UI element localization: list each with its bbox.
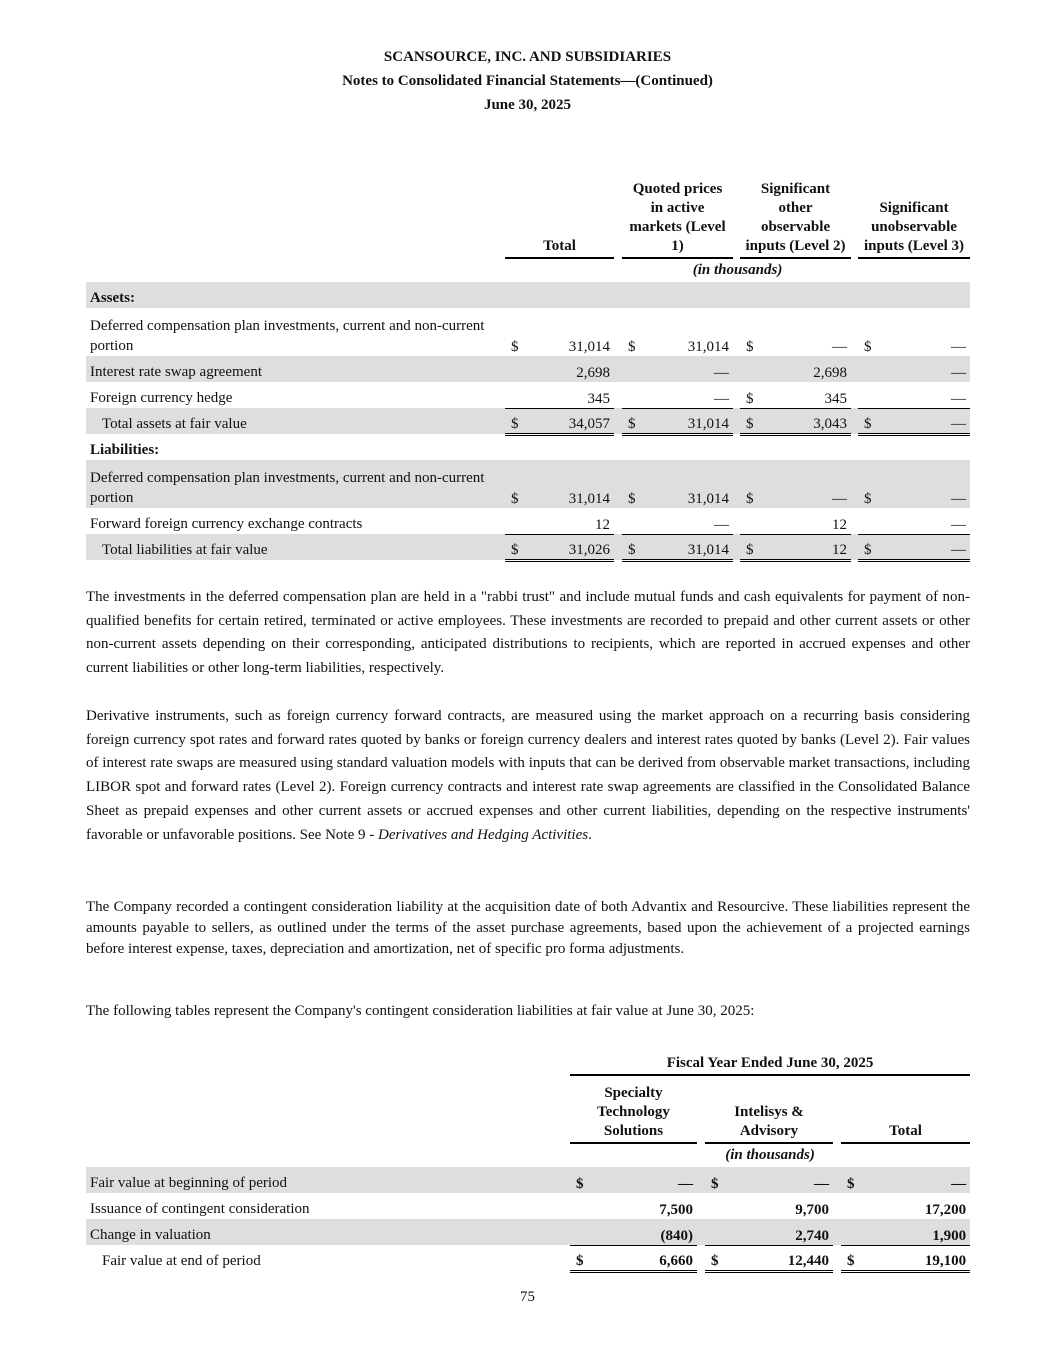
- cell-value: 31,026: [527, 534, 614, 560]
- currency-symbol: $: [505, 408, 527, 434]
- currency-symbol: $: [740, 534, 762, 560]
- currency-symbol: $: [570, 1167, 592, 1193]
- spacer: [733, 308, 740, 356]
- blank: [505, 434, 970, 460]
- paragraph-rabbi-trust: The investments in the deferred compensation plan are held in a "rabbi trust" and include mutual funds and cash equivalents for payment of non-qualified benefits for certain retired, terminated or active employees. These investments are recorded to prepaid and other current assets or other non-current assets depending on their corresponding, anticipated distributions to recipients, which are reported in accrued expenses and other current liabilities or other long-term liabilities, respectively.: [86, 589, 970, 677]
- currency-symbol: $: [511, 339, 519, 355]
- currency-symbol: [570, 1219, 592, 1245]
- spacer: [733, 534, 740, 560]
- total-label: Total liabilities at fair value: [86, 534, 505, 560]
- blank: [86, 160, 505, 258]
- spacer: [833, 1193, 841, 1219]
- currency-symbol: $: [740, 382, 762, 408]
- spacer: [614, 160, 622, 258]
- cell-value: —: [644, 508, 733, 534]
- cell-value: 31,014: [644, 408, 733, 434]
- currency-symbol: $: [570, 1245, 592, 1271]
- cell-value: 31,014: [568, 339, 611, 355]
- table-row: [86, 1167, 970, 1193]
- paragraph-tables-intro: The following tables represent the Company's contingent consideration liabilities at fair value at June 30, 2025:: [86, 1003, 755, 1019]
- cell-value: —: [880, 460, 970, 508]
- spacer: [851, 408, 858, 434]
- spacer: [614, 308, 622, 356]
- row-label: Deferred compensation plan investments, current and non-current portion: [86, 460, 505, 508]
- spacer: [851, 160, 858, 258]
- note-reference: Derivatives and Hedging Activities: [378, 826, 589, 843]
- total-label: Fair value at end of period: [102, 1253, 261, 1269]
- table-row: [86, 382, 970, 408]
- cell-value: 6,660: [592, 1245, 697, 1271]
- spacer: [733, 356, 740, 382]
- section-label: Assets:: [86, 282, 505, 308]
- cell-value: 31,014: [527, 460, 614, 508]
- currency-symbol: [570, 1193, 592, 1219]
- blank: [86, 258, 505, 282]
- column-header: Total: [505, 160, 614, 258]
- spacer: [851, 382, 858, 408]
- column-header: Significant other observable inputs (Level 2): [740, 160, 851, 258]
- cell-value: —: [880, 382, 970, 408]
- currency-symbol: $: [505, 534, 527, 560]
- cell-value: 1,900: [863, 1219, 970, 1245]
- contingent-consideration-table: [86, 1054, 970, 1273]
- cell-value: —: [951, 339, 967, 355]
- units-label: (in thousands): [725, 1147, 815, 1163]
- table-row: [86, 508, 970, 534]
- paragraph-derivatives: [86, 705, 970, 847]
- cell-value: 31,014: [644, 534, 733, 560]
- period-header-row: [86, 1054, 970, 1075]
- spacer: [614, 534, 622, 560]
- cell-value: 12: [762, 534, 851, 560]
- cell-value: —: [880, 408, 970, 434]
- cell-value: —: [832, 339, 848, 355]
- currency-symbol: $: [622, 534, 644, 560]
- currency-symbol: $: [864, 339, 872, 355]
- currency-symbol: [841, 1219, 863, 1245]
- section-label: Liabilities:: [90, 442, 160, 458]
- cell-value: —: [880, 534, 970, 560]
- cell-value: 345: [762, 382, 851, 408]
- currency-symbol: [622, 508, 644, 534]
- table-row: [86, 434, 970, 460]
- row-label: Fair value at beginning of period: [86, 1167, 570, 1193]
- cell-value: —: [762, 460, 851, 508]
- cell-value: 345: [527, 382, 614, 408]
- cell-value: 19,100: [863, 1245, 970, 1271]
- page-number: 75: [520, 1289, 535, 1305]
- cell-value: 2,698: [527, 356, 614, 382]
- spacer: [833, 1219, 841, 1245]
- row-label: Foreign currency hedge: [90, 390, 233, 406]
- spacer: [614, 356, 622, 382]
- currency-symbol: [841, 1193, 863, 1219]
- currency-symbol: $: [858, 534, 880, 560]
- table-row: [86, 1193, 970, 1219]
- table-row: [86, 460, 970, 508]
- table-row: [86, 356, 970, 382]
- currency-symbol: [505, 382, 527, 408]
- currency-symbol: [505, 508, 527, 534]
- spacer: [833, 1075, 841, 1143]
- spacer: [697, 1167, 705, 1193]
- cell-value: —: [880, 508, 970, 534]
- table-row: [86, 534, 970, 560]
- currency-symbol: $: [746, 339, 754, 355]
- units-label: (in thousands): [692, 262, 783, 278]
- spacer: [697, 1219, 705, 1245]
- currency-symbol: [705, 1193, 727, 1219]
- spacer: [733, 382, 740, 408]
- currency-symbol: $: [841, 1245, 863, 1271]
- cell-value: —: [592, 1167, 697, 1193]
- column-header: Specialty Technology Solutions: [570, 1075, 697, 1143]
- period-header: Fiscal Year Ended June 30, 2025: [570, 1054, 970, 1075]
- cell-value: 12: [527, 508, 614, 534]
- table-row: [86, 308, 970, 356]
- table-row: [86, 408, 970, 434]
- spacer: [851, 356, 858, 382]
- column-header: Quoted prices in active markets (Level 1): [622, 160, 733, 258]
- paragraph-contingent: The Company recorded a contingent consideration liability at the acquisition date of both Advantix and Resourcive. These liabilities represent the amounts payable to sellers, as outlined under the terms of the asset purchase agreements, based upon the achievement of a projected earnings before interest expense, taxes, depreciation and amortization, net of specific pro forma adjustments.: [86, 899, 970, 957]
- units-row: [86, 1143, 970, 1167]
- table-row: [86, 282, 970, 308]
- currency-symbol: $: [841, 1167, 863, 1193]
- company-name: SCANSOURCE, INC. AND SUBSIDIARIES: [383, 49, 672, 65]
- table-row: [86, 1245, 970, 1271]
- statement-date: June 30, 2025: [483, 97, 572, 113]
- spacer: [697, 1245, 705, 1271]
- cell-value: 17,200: [924, 1202, 967, 1218]
- blank: [86, 1054, 570, 1075]
- spacer: [733, 508, 740, 534]
- cell-value: 3,043: [762, 408, 851, 434]
- cell-value: 31,014: [687, 339, 730, 355]
- notes-title: Notes to Consolidated Financial Statements—(Continued): [342, 73, 713, 89]
- spacer: [614, 460, 622, 508]
- spacer: [614, 382, 622, 408]
- cell-value: —: [727, 1167, 833, 1193]
- column-header-row: [86, 160, 970, 258]
- cell-value: —: [644, 382, 733, 408]
- column-header-row: [86, 1075, 970, 1143]
- spacer: [614, 408, 622, 434]
- row-label: Forward foreign currency exchange contracts: [90, 516, 363, 532]
- spacer: [733, 160, 740, 258]
- spacer: [851, 534, 858, 560]
- spacer: [833, 1245, 841, 1271]
- cell-value: (840): [592, 1219, 697, 1245]
- column-header: Total: [841, 1075, 970, 1143]
- total-label: Total assets at fair value: [86, 408, 505, 434]
- currency-symbol: $: [705, 1245, 727, 1271]
- currency-symbol: $: [858, 408, 880, 434]
- cell-value: —: [644, 356, 733, 382]
- paragraph-text: Derivative instruments, such as foreign currency forward contracts, are measured using the market approach on a recurring basis considering foreign currency spot rates and forward rates quoted by banks or foreign currency dealers and interest rates quoted by banks (Level 2). Fair values of interest rate swaps are measured using standard valuation models with inputs that can be derived from observable market transactions, including LIBOR spot and forward rates (Level 2). Foreign currency contracts and interest rate swap agreements are classified in the Consolidated Balance Sheet as prepaid expenses and other current assets or accrued expenses and other current liabilities, depending on the respective instruments' favorable or unfavorable positions. See Note 9 -: [86, 708, 970, 843]
- currency-symbol: $: [740, 408, 762, 434]
- spacer: [733, 460, 740, 508]
- currency-symbol: [858, 382, 880, 408]
- currency-symbol: [505, 356, 527, 382]
- spacer: [697, 1193, 705, 1219]
- currency-symbol: [740, 356, 762, 382]
- currency-symbol: $: [622, 460, 644, 508]
- cell-value: —: [863, 1167, 970, 1193]
- spacer: [697, 1075, 705, 1143]
- currency-symbol: [740, 508, 762, 534]
- spacer: [733, 408, 740, 434]
- cell-value: 2,740: [727, 1219, 833, 1245]
- currency-symbol: [858, 508, 880, 534]
- blank: [505, 282, 970, 308]
- blank: [86, 1075, 570, 1143]
- currency-symbol: $: [505, 460, 527, 508]
- cell-value: —: [880, 356, 970, 382]
- row-label: Interest rate swap agreement: [86, 356, 505, 382]
- row-label: Change in valuation: [86, 1219, 570, 1245]
- fair-value-table: [86, 160, 970, 562]
- currency-symbol: [705, 1219, 727, 1245]
- column-header: Intelisys & Advisory: [705, 1075, 833, 1143]
- currency-symbol: [622, 356, 644, 382]
- spacer: [851, 308, 858, 356]
- column-header: Significant unobservable inputs (Level 3): [858, 160, 970, 258]
- spacer: [851, 508, 858, 534]
- cell-value: 12: [762, 508, 851, 534]
- currency-symbol: [858, 356, 880, 382]
- currency-symbol: $: [628, 339, 636, 355]
- cell-value: 12,440: [727, 1245, 833, 1271]
- row-label: Issuance of contingent consideration: [90, 1201, 310, 1217]
- cell-value: 9,700: [795, 1202, 829, 1218]
- paragraph-text: .: [588, 826, 592, 843]
- row-label: Deferred compensation plan investments, current and non-current portion: [90, 318, 485, 354]
- currency-symbol: $: [622, 408, 644, 434]
- cell-value: 7,500: [659, 1202, 693, 1218]
- currency-symbol: $: [705, 1167, 727, 1193]
- spacer: [851, 460, 858, 508]
- spacer: [614, 508, 622, 534]
- cell-value: 34,057: [527, 408, 614, 434]
- blank: [86, 1143, 570, 1167]
- cell-value: 31,014: [644, 460, 733, 508]
- cell-value: 2,698: [762, 356, 851, 382]
- currency-symbol: $: [858, 460, 880, 508]
- currency-symbol: $: [740, 460, 762, 508]
- currency-symbol: [622, 382, 644, 408]
- table-row: [86, 1219, 970, 1245]
- units-row: [86, 258, 970, 282]
- spacer: [833, 1167, 841, 1193]
